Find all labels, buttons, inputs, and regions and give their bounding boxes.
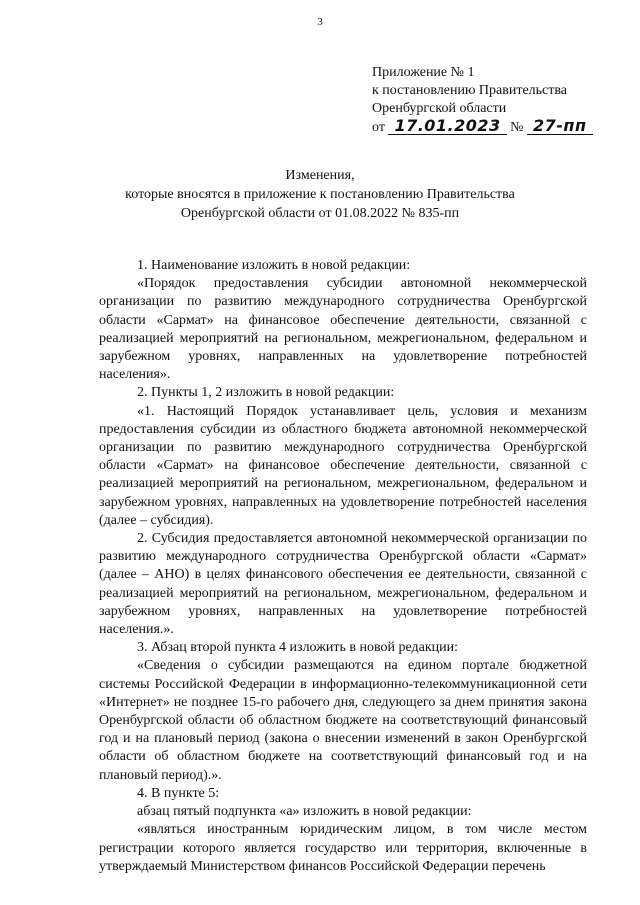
paragraph: 4. В пункте 5: xyxy=(137,785,220,801)
paragraph: «1. Настоящий Порядок устанавливает цель, условия и механизм предоставления субсидии из областного бюджета автономной некоммерческой организации по развитию международного сотрудничества Оренбургской области «Сармат» на финансовое обеспечение деятельности, связанной с реализацией мероприятий на региональном, межрегиональном, федеральном и зарубежном уровнях, направленных на удовлетворение потребностей населения (далее – субсидия). xyxy=(99,403,587,528)
paragraph: 2. Субсидия предоставляется автономной некоммерческой организации по развитию международного сотрудничества Оренбургской области «Сармат» (далее – АНО) в целях финансового обеспечения ее деятельности, связанной с реализацией мероприятий на региональном, межрегиональном, федеральном и зарубежном уровнях, направленных на удовлетворение потребностей населения.». xyxy=(99,531,587,638)
handwritten-date: 17.01.2023 xyxy=(388,118,506,135)
appendix-region: Оренбургской области xyxy=(372,101,507,116)
paragraph: 3. Абзац второй пункта 4 изложить в новой редакции: xyxy=(137,640,459,656)
number-sign: № xyxy=(510,120,524,135)
paragraph: «Порядок предоставления субсидии автономной некоммерческой организации по развитию международного сотрудничества Оренбургской области «Сармат» на финансовое обеспечение деятельности, связанной с реализацией мероприятий на региональном, межрегиональном, федеральном и зарубежном уровнях, направленных на удовлетворение потребностей населения». xyxy=(99,276,587,383)
appendix-resolution-ref: к постановлению Правительства xyxy=(372,83,568,98)
page-number: 3 xyxy=(317,16,323,28)
paragraph: абзац пятый подпункта «а» изложить в новой редакции: xyxy=(137,804,472,820)
heading-subtitle-line2: Оренбургской области от 01.08.2022 № 835-пп xyxy=(180,206,460,221)
paragraph: 1. Наименование изложить в новой редакции: xyxy=(137,258,411,273)
appendix-title: Приложение № 1 xyxy=(372,65,475,80)
appendix-block xyxy=(372,64,593,137)
document-heading xyxy=(80,166,560,223)
heading-subtitle-line1: которые вносятся в приложение к постановлению Правительства xyxy=(125,187,515,202)
paragraph: «являться иностранным юридическим лицом, в том числе местом регистрации которого является государство или территория, включенные в утверждаемый Министерством финансов Российской Федерации перечень xyxy=(99,822,587,874)
heading-title: Изменения, xyxy=(285,168,355,183)
date-prefix: от xyxy=(372,120,385,135)
document-body xyxy=(99,257,587,876)
appendix-date-line xyxy=(372,118,593,137)
handwritten-number: 27-пп xyxy=(527,118,593,135)
paragraph: «Сведения о субсидии размещаются на едином портале бюджетной системы Российской Федерации в информационно-телекоммуникационной сети «Интернет» не позднее 15-го рабочего дня, следующего за днем принятия закона Оренбургской области об областном бюджете на соответствующий финансовый год и на плановый период (закона о внесении изменений в закон Оренбургской области об областном бюджете на соответствующий финансовый год и на плановый период).». xyxy=(99,658,587,783)
paragraph: 2. Пункты 1, 2 изложить в новой редакции: xyxy=(137,385,395,401)
